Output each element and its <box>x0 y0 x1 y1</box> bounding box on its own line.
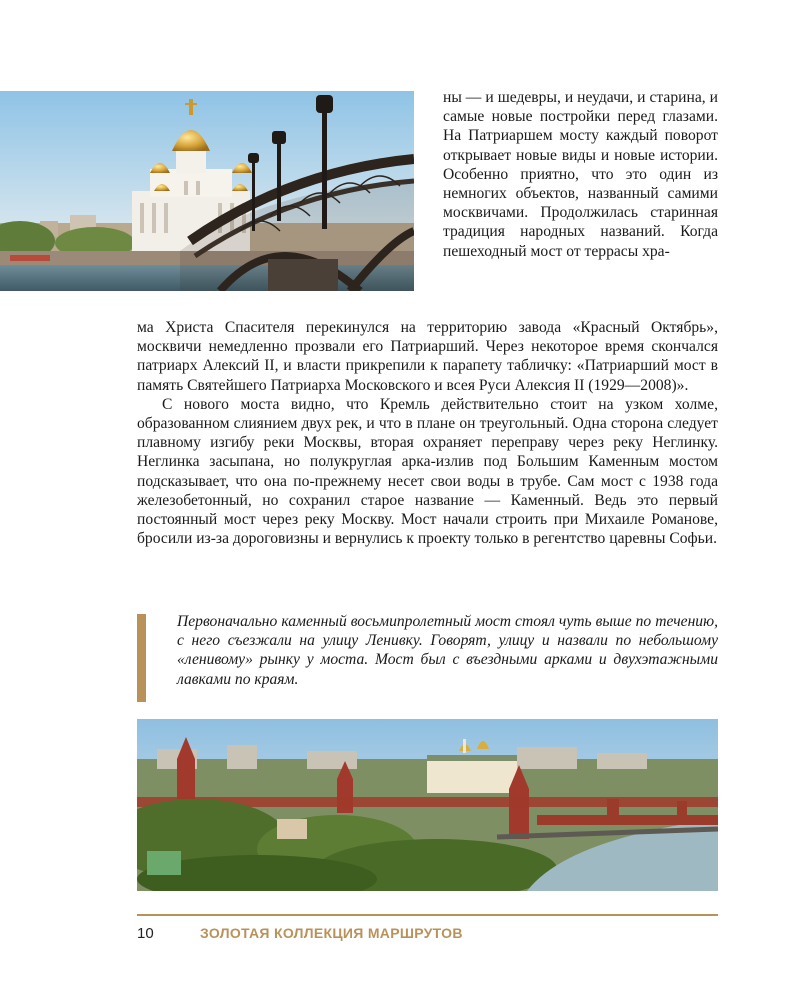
kremlin-panorama-photo <box>137 719 718 891</box>
quote-accent-bar <box>137 614 146 702</box>
kremlin-panorama-illustration <box>137 719 718 891</box>
sidebar-note-text: Первоначально каменный восьмипролетный мост стоял чуть выше по течению, с него съезжали на улицу Ленивку. Говорят, улицу и назвали по небольшому «ленивому» рынку у моста. Мост был с въездными арками и двухэтажными лавками по краям. <box>177 613 718 688</box>
cathedral-bridge-photo <box>0 91 414 291</box>
running-title: ЗОЛОТАЯ КОЛЛЕКЦИЯ МАРШРУТОВ <box>200 925 463 941</box>
body-text-full-width <box>137 318 718 548</box>
sidebar-note <box>137 612 718 708</box>
paragraph-kremlin: С нового моста видно, что Кремль действительно стоит на узком холме, образованном слиянием двух рек, и что в плане он треугольный. Одна сторона следует плавному изгибу реки Москвы, вторая охраняет переправу через реку Неглинку. Неглинка засыпана, но полукруглая арка-излив под Большим Каменным мостом подсказывает, что она по-прежнему несет свои воды в трубе. Сам мост с 1938 года железобетонный, но сохранил старое название — Каменный. Ведь это первый постоянный мост через реку Москву. Мост начали строить при Михаиле Романове, бросили из-за дороговизны и вернулись к проекту только в регентство царевны Софьи. <box>137 395 718 548</box>
cathedral-bridge-illustration <box>0 91 414 291</box>
page-number: 10 <box>137 925 154 942</box>
body-text-right-column: ны — и шедевры, и неудачи, и старина, и самые новые постройки перед глазами. На Патриаршем мосту каждый поворот открывает новые виды и новые истории. Особенно приятно, что это один из немногих объектов, названный самими москвичами. Продолжилась старинная традиция народных названий. Когда пешеходный мост от террасы хра- <box>443 89 718 260</box>
footer-rule <box>137 914 718 916</box>
paragraph-continuation: ма Христа Спасителя перекинулся на территорию завода «Красный Октябрь», москвичи немедленно прозвали его Патриарший. Через некоторое время скончался патриарх Алексий II, и власти прикрепили к парапету табличку: «Патриарший мост в память Святейшего Патриарха Московского и всея Руси Алексия II (1929—2008)». <box>137 319 718 394</box>
